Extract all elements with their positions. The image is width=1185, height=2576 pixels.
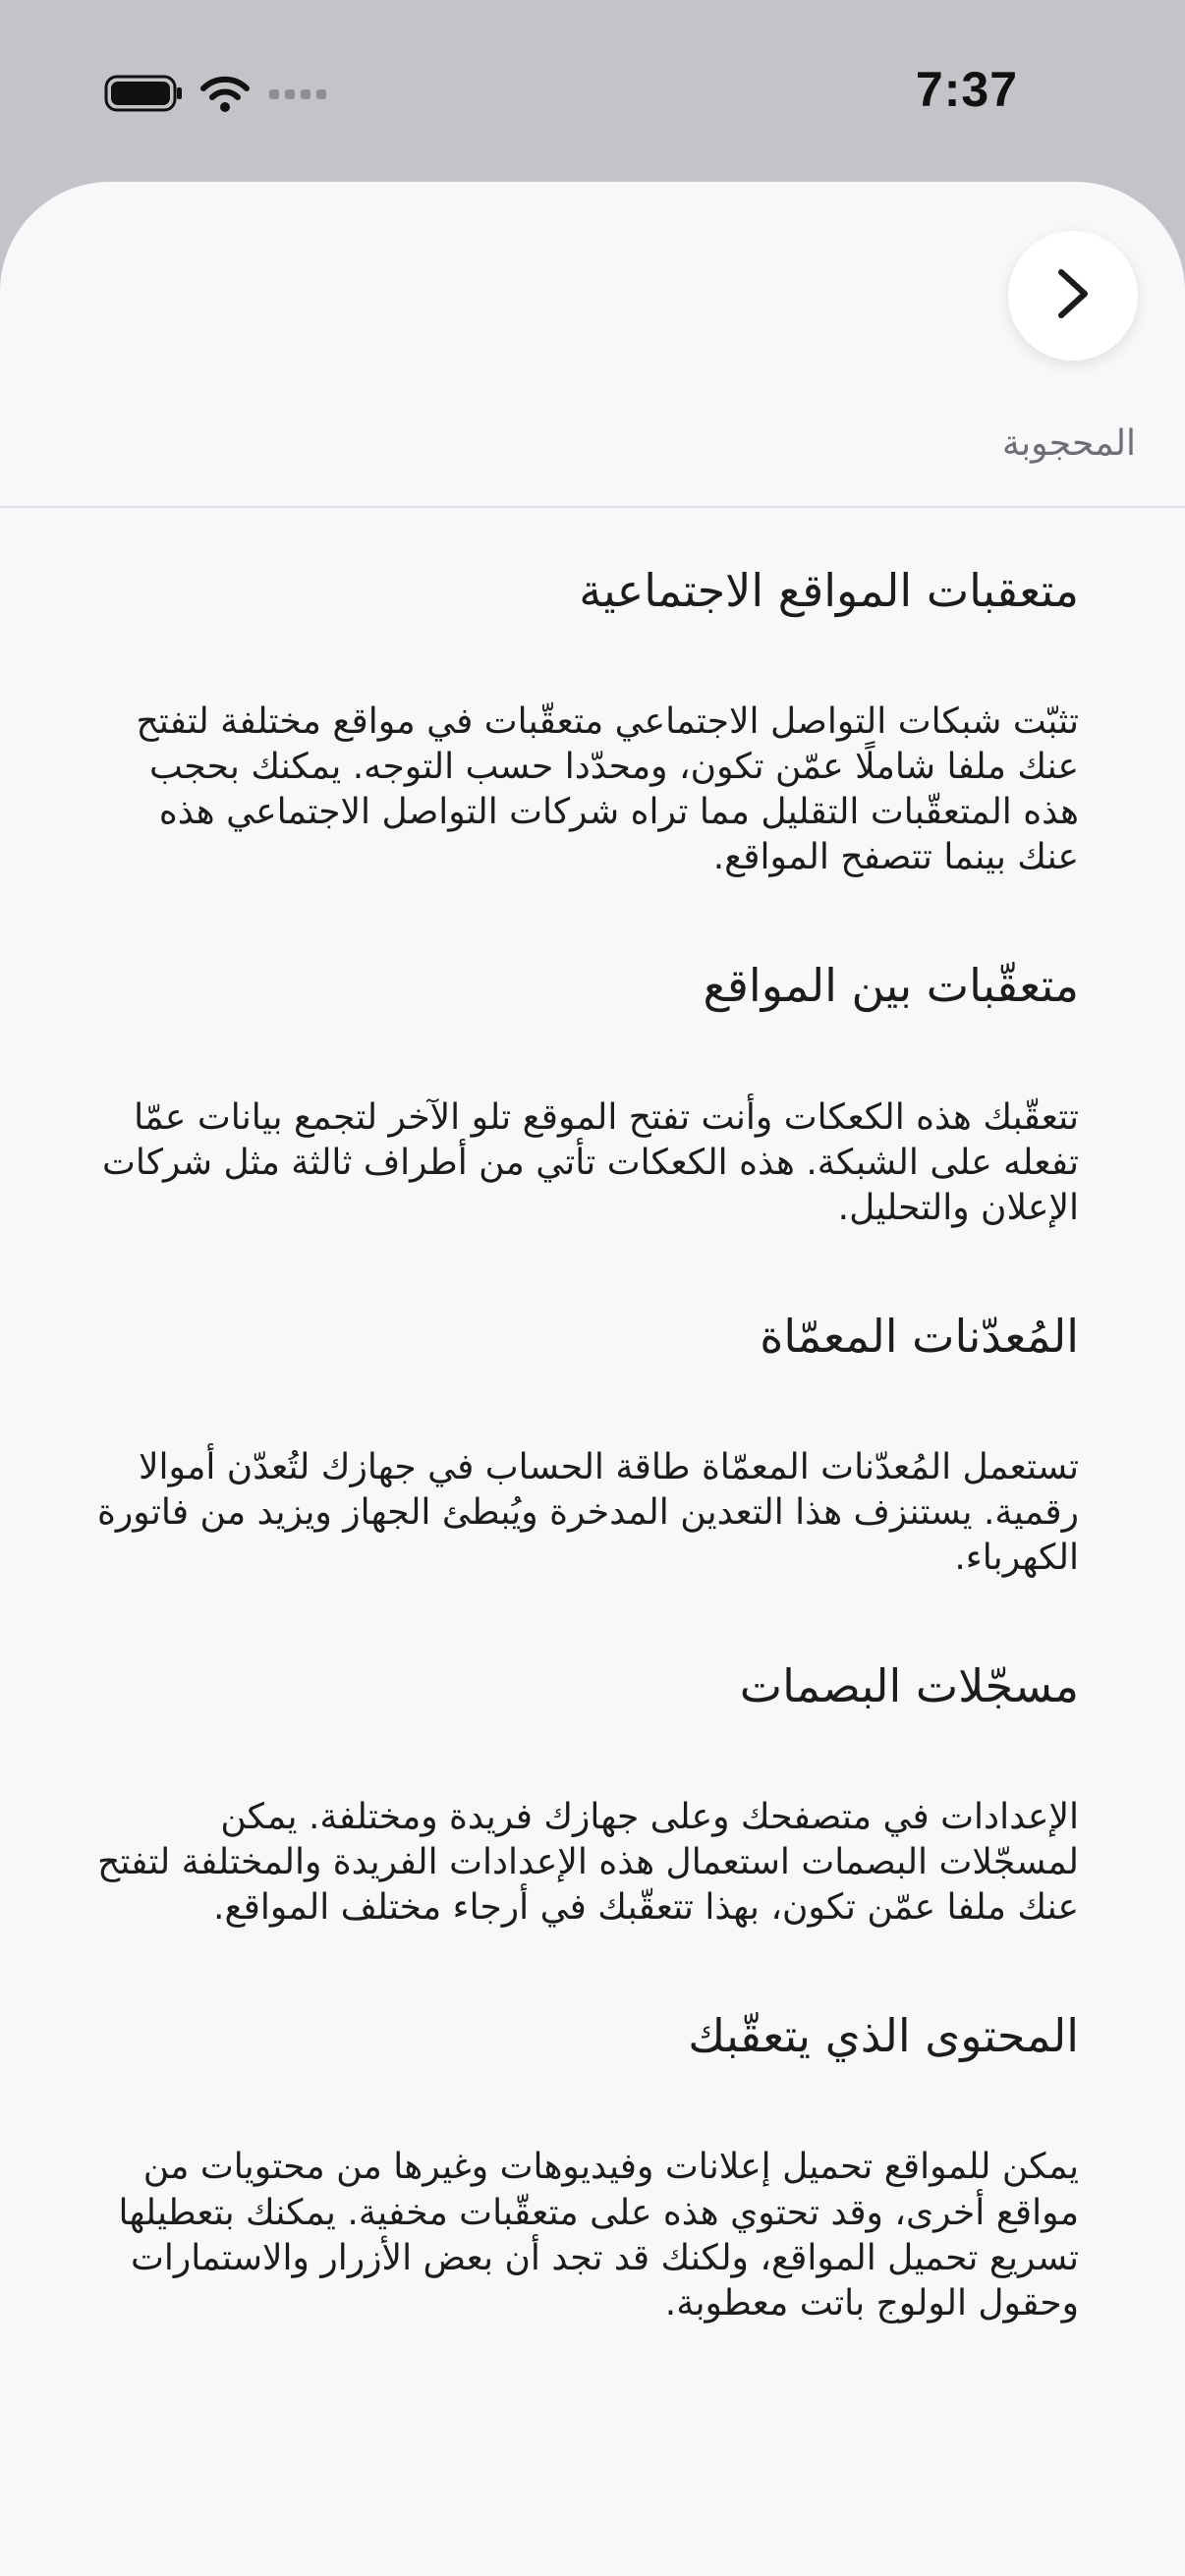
cross-site-trackers-section bbox=[96, 955, 1079, 1230]
section-title: المحتوى الذي يتعقّبك bbox=[688, 2009, 1079, 2063]
tracking-content-section bbox=[96, 2005, 1079, 2325]
cryptominers-section bbox=[96, 1306, 1079, 1581]
wifi-icon bbox=[200, 74, 250, 117]
cellular-signal-icon bbox=[267, 84, 330, 107]
status-time: 7:37 bbox=[915, 62, 1018, 117]
section-title: متعقبات المواقع الاجتماعية bbox=[579, 564, 1079, 617]
status-bar bbox=[0, 0, 1185, 182]
section-label: المحجوبة bbox=[1001, 423, 1136, 464]
section-title: مسجّلات البصمات bbox=[739, 1659, 1079, 1713]
section-body: تستعمل المُعدّنات المعمّاة طاقة الحساب في جهازك لتُعدّن أموالا رقمية. يستنزف هذا التعدين المدخرة ويُبطئ الجهاز ويزيد من فاتورة الكهرباء. bbox=[97, 1446, 1079, 1578]
fingerprinters-section bbox=[96, 1655, 1079, 1931]
divider bbox=[0, 506, 1185, 508]
social-trackers-section bbox=[96, 560, 1079, 880]
tracker-descriptions bbox=[96, 560, 1079, 2326]
battery-icon bbox=[104, 74, 183, 117]
tracker-info-sheet bbox=[0, 182, 1185, 2576]
section-body: الإعدادات في متصفحك وعلى جهازك فريدة ومختلفة. يمكن لمسجّلات البصمات استعمال هذه الإعدادات الفريدة والمختلفة لتفتح عنك ملفا عمّن تكون، بهذا تتعقّبك في أرجاء مختلف المواقع. bbox=[97, 1797, 1079, 1929]
section-body: تتعقّبك هذه الكعكات وأنت تفتح الموقع تلو الآخر لتجمع بيانات عمّا تفعله على الشبكة. هذه الكعكات تأتي من أطراف ثالثة مثل شركات الإعلان والتحليل. bbox=[101, 1096, 1079, 1228]
section-body: يمكن للمواقع تحميل إعلانات وفيديوهات وغيرها من محتويات من مواقع أخرى، وقد تحتوي هذه على متعقّبات مخفية. يمكنك بتعطيلها تسريع تحميل المواقع، ولكنك قد تجد أن بعض الأزرار والاستمارات وحقول الولوج باتت معطوبة. bbox=[118, 2147, 1079, 2324]
section-title: متعقّبات بين المواقع bbox=[703, 959, 1079, 1013]
section-title: المُعدّنات المعمّاة bbox=[760, 1309, 1079, 1363]
forward-button[interactable] bbox=[1008, 231, 1138, 361]
chevron-right-icon bbox=[1053, 266, 1093, 325]
status-icons bbox=[104, 71, 330, 120]
section-body: تثبّت شبكات التواصل الاجتماعي متعقّبات في مواقع مختلفة لتفتح عنك ملفا شاملًا عمّن تكون، ومحدّدا حسب التوجه. يمكنك بحجب هذه المتعقّبات التقليل مما تراه شركات التواصل الاجتماعي هذه عنك بينما تتصفح المواقع. bbox=[136, 701, 1079, 878]
